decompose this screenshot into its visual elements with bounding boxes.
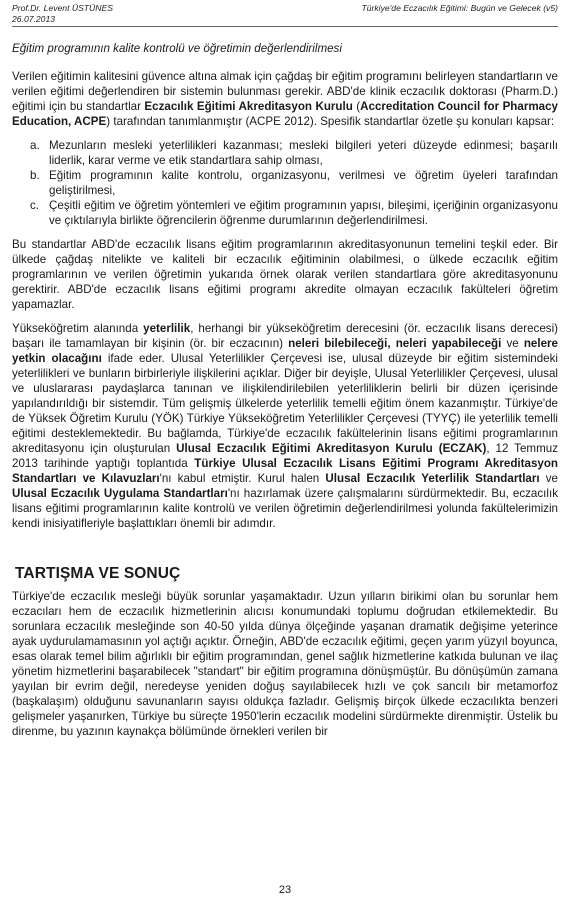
list-item: a. Mezunların mesleki yeterlilikleri kazanması; mesleki bilgileri yeteri düzeyde edinmesi; başarılı liderlik, karar verme ve etik standartlara sahip olması, [30, 139, 558, 167]
standards-list [12, 138, 558, 228]
paragraph-competency: Yükseköğretim alanında yeterlilik, herhangi bir yükseköğretim derecesini (ör. eczacılık lisans derecesi) başarı ile tamamlayan bir kişinin (ör. bir eczacının) neleri bilebileceği, neleri yapabileceği ve nelere yetkin olacağını ifade eder. Ulusal Yeterlilikler Çerçevesi ise, ulusal düzeyde bir eğitim sistemindeki yeterlilikleri ve bunların birbirleriyle ilişkilerini açıklar. Diğer bir deyişle, Ulusal Yeterlilikler Çerçevesi, ulusal ve uluslararası paydaşlarca tanınan ve ilişkilendirilebilen yeterliliklerin belirli bir düzen içerisinde yapılandırıldığı bir sistemdir. Tüm gelişmiş ülkelerde yeterlilik temelli eğitim önem kazanmıştır. Türkiye'de de Yüksek Öğretim Kurulu (YÖK) Türkiye Yükseköğretim Yeterlilikler Çerçevesi (TYYÇ) ile yeterlilik temelli eğitimi desteklemektedir. Bu bağlamda, Türkiye'de eczacılık fakültelerinin lisans eğitimi programlarının akreditasyonu için oluşturulan Ulusal Eczacılık Eğitimi Akreditasyon Kurulu (ECZAK), 12 Temmuz 2013 tarihinde yaptığı toplantıda Türkiye Ulusal Eczacılık Lisans Eğitimi Programı Akreditasyon Standartları ve Kılavuzları'nı kabul etmiştir. Kurul halen Ulusal Eczacılık Yeterlilik Standartları ve Ulusal Eczacılık Uygulama Standartları'nı hazırlamak üzere çalışmalarını sürdürmektedir. Bu, eczacılık lisans eğitimi programlarının kalite kontrolü ve verilen öğretimin değerlendirilmesi yolunda fakültelerimizin kendi inisiyatifleriyle başlattıkları önemli bir adımdır. [12, 322, 559, 530]
list-marker: c. [30, 199, 40, 212]
header-divider [12, 26, 558, 27]
list-marker: a. [30, 139, 40, 152]
header-author: Prof.Dr. Levent ÜSTÜNES [12, 3, 113, 13]
list-item: c. Çeşitli eğitim ve öğretim yöntemleri ve eğitim programının yapısı, bileşimi, içeriğinin organizasyonu ve çıktılarıyla birlikte öğrencilerin öğrenme durumlarının değerlendirilmesi. [30, 199, 558, 227]
list-item: b. Eğitim programının kalite kontrolu, organizasyonu, verilmesi ve öğretim üyeleri tarafından geliştirilmesi, [30, 169, 558, 197]
section-title-quality-control: Eğitim programının kalite kontrolü ve öğretimin değerlendirilmesi [12, 42, 342, 55]
header-document-title: Türkiye'de Eczacılık Eğitimi: Bugün ve Gelecek (v5) [361, 3, 558, 13]
paragraph-standards-intro: Verilen eğitimin kalitesini güvence altına almak için çağdaş bir eğitim programını belirleyen standartların ve verilen eğitimi değerlendiren bir sistemin bulunması gerekir. ABD'de klinik eczacılık doktorası (Pharm.D.) eğitimi için bu standartlar Eczacılık Eğitimi Akreditasyon Kurulu (Accreditation Council for Pharmacy Education, ACPE) tarafından tanımlanmıştır (ACPE 2012). Spesifik standartlar özetle şu konuları kapsar: [12, 70, 558, 128]
page-header [12, 3, 558, 25]
page-number: 23 [278, 884, 292, 896]
list-marker: b. [30, 169, 40, 182]
header-date: 26.07.2013 [12, 14, 56, 24]
paragraph-accreditation: Bu standartlar ABD'de eczacılık lisans eğitim programlarının akreditasyonunun temelini teşkil eder. Bir ülkede çağdaş nitelikte ve kaliteli bir eczacılık eğitiminin olabilmesi, o ülkede eczacılık eğitim programlarının ve verilen öğretimin yukarıda örnek olarak verilen standartlara göre akreditasyonunu gerektirir. ABD'de eczacılık lisans eğitimi programı akredite olmayan eczacılık fakülteleri öğretim yapamazlar. [12, 238, 558, 311]
page-body [12, 41, 558, 739]
paragraph-discussion: Türkiye'de eczacılık mesleği büyük sorunlar yaşamaktadır. Uzun yılların birikimi olan bu sorunlar hem eczacıları hem de eczacılık hizmetlerinin alıcısı konumundaki toplumu doğrudan etkilemektedir. Bu sorunlara eczacılık mesleğinde son 40-50 yılda dünya ölçeğinde yaşanan dramatik değişime yeterince ayak uydurulamamasının yol açtığı açıktır. Örneğin, ABD'de eczacılık eğitimi, geçen yarım yüzyıl boyunca, esas olarak temel bilim ağırlıklı bir eğitim programından, genel sağlık hizmetlerine katkıda bulunan ve ilaç yönetim hizmetlerini başarabilecek "standart" bir eğitim programına dönüşmüştür. Bu dönüşümün zamana yayılan bir evrim değil, neredeyse yeniden doğuş sayılabilecek hızlı ve çok sancılı bir metamorfoz (başkalaşım) olduğunu savunanların sayısı oldukça fazladır. Gelişmiş birçok ülkede eczacılıkta benzeri gelişmeler yaşanırken, Türkiye bu süreçte 1950'lerin eczacılık modelini sürdürmekte direnmiştir. Üstelik bu direnme, bu yazının kaynakça bölümünde örnekleri verilen bir [12, 590, 558, 738]
section-heading-discussion: TARTIŞMA VE SONUÇ [15, 565, 181, 582]
